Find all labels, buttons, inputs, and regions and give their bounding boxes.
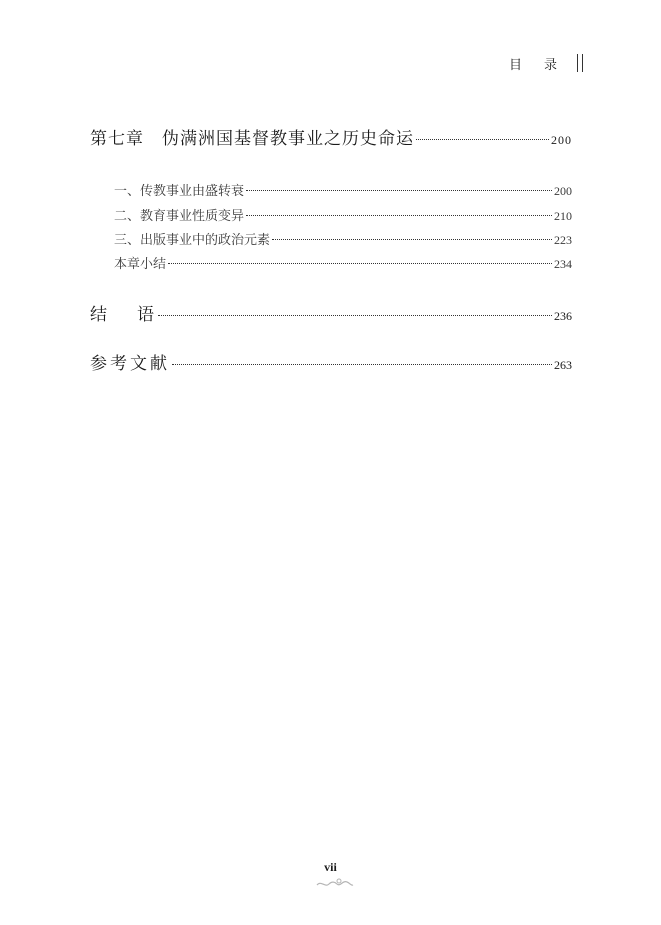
toc-section-title: 本章小结 <box>114 257 167 272</box>
toc-page-number: 223 <box>554 233 572 247</box>
dot-leader <box>272 231 552 244</box>
dot-leader <box>158 303 552 320</box>
toc-section-entry[interactable] <box>114 229 572 248</box>
toc-section-title: 二、教育事业性质变异 <box>114 209 245 224</box>
toc-page-number: 200 <box>551 133 572 147</box>
dot-leader <box>246 207 552 220</box>
running-header <box>509 52 583 74</box>
header-title: 目录 <box>508 57 579 73</box>
toc-conclusion-title: 结语 <box>90 305 184 325</box>
toc-section-entry[interactable] <box>114 253 572 272</box>
dot-leader <box>416 127 549 144</box>
toc-chapter-title: 第七章 伪满洲国基督教事业之历史命运 <box>90 129 414 149</box>
toc-references-title: 参考文献 <box>90 354 170 374</box>
toc-page-number: 263 <box>554 358 572 372</box>
toc-section-title: 三、出版事业中的政治元素 <box>114 233 271 248</box>
toc-references-entry[interactable] <box>90 349 572 374</box>
toc-conclusion-entry[interactable] <box>90 300 572 325</box>
cloud-ornament-icon <box>315 876 355 890</box>
toc-page-number: 234 <box>554 257 572 271</box>
dot-leader <box>168 255 552 268</box>
toc-page-number: 210 <box>554 209 572 223</box>
dot-leader <box>172 352 552 369</box>
double-bar-icon <box>577 54 583 72</box>
toc-section-entry[interactable] <box>114 180 572 199</box>
toc-section-title: 一、传教事业由盛转衰 <box>114 184 245 199</box>
toc-chapter-entry[interactable] <box>90 124 572 149</box>
page-number: vii <box>324 860 337 874</box>
toc-section-entry[interactable] <box>114 205 572 224</box>
dot-leader <box>246 182 552 195</box>
toc-page-number: 200 <box>554 184 572 198</box>
toc-page-number: 236 <box>554 309 572 323</box>
